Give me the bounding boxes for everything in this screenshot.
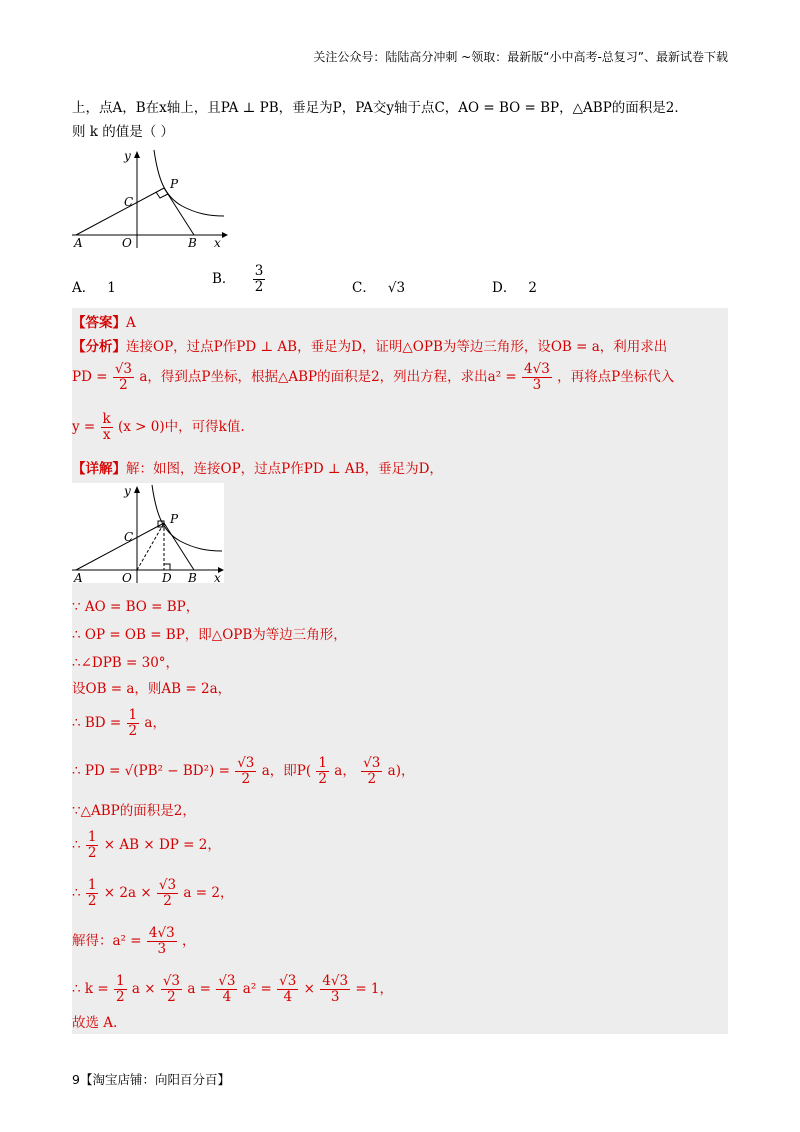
answer-line: 【答案】A (72, 315, 136, 331)
question-figure (72, 148, 230, 248)
option-d: D． 2 (492, 280, 537, 296)
svg-text:O: O (122, 571, 132, 583)
x-axis-arrow (222, 232, 228, 238)
label-O: O (122, 236, 132, 248)
label-C: C (124, 195, 134, 209)
question-line-1: 上，点A，B在x轴上，且PA ⊥ PB，垂足为P，PA交y轴于点C，AO = BO = BP，△ABP的面积是2． (72, 100, 688, 116)
detail-intro: 【详解】解：如图，连接OP，过点P作PD ⊥ AB，垂足为D， (72, 461, 443, 477)
option-a: A． 1 (72, 280, 116, 296)
svg-text:D: D (162, 571, 172, 583)
label-y: y (124, 149, 131, 163)
option-c: C． √3 (352, 280, 406, 296)
answer-options (72, 263, 732, 304)
detail-step-7: ∵△ABP的面积是2， (72, 803, 196, 819)
svg-text:P: P (170, 512, 179, 526)
y-axis-arrow (134, 151, 140, 158)
question-line-2: 则 k 的值是（ ） (72, 124, 175, 140)
svg-text:x: x (214, 571, 221, 583)
detail-step-1: ∵ AO = BO = BP， (72, 599, 200, 615)
label-A: A (74, 236, 83, 248)
detail-step-3: ∴∠DPB = 30°， (72, 655, 180, 671)
analysis-line-1: 【分析】连接OP，过点P作PD ⊥ AB，垂足为D，证明△OPB为等边三角形，设OB = a，利用求出 (72, 339, 668, 355)
svg-text:C: C (124, 530, 134, 544)
page-footer: 9【淘宝店铺：向阳百分百】 (72, 1072, 230, 1087)
detail-step-10: 解得：a² = $\frac{4√3}{3}$ ， (72, 925, 196, 957)
page-header: 关注公众号：陆陆高分冲刺 ~领取：最新版“小中高考-总复习”、最新试卷下载 (313, 50, 728, 64)
line-PB (164, 188, 194, 235)
detail-step-11: ∴ k = $\frac{1}{2}$ a × $\frac{√3}{2}$ a = $\frac{√3}{4}$ a² = $\frac{√3}{4}$ × $\frac{4√3}{3}$ = 1， (72, 973, 394, 1005)
label-B: B (188, 236, 197, 248)
hyperbola-curve (154, 150, 224, 216)
analysis-line-2: PD = $\frac{√3}{2}$ a，得到点P坐标，根据△ABP的面积是2，列出方程，求出a² = $\frac{4√3}{3}$ ，再将点P坐标代入 (72, 361, 675, 393)
question-text (72, 96, 732, 144)
detail-step-8: ∴ $\frac{1}{2}$ × AB × DP = 2， (72, 829, 221, 861)
solution-figure (72, 483, 224, 583)
detail-conclusion: 故选 A. (72, 1015, 118, 1031)
detail-step-9: ∴ $\frac{1}{2}$ × 2a × $\frac{√3}{2}$ a = 2， (72, 877, 234, 909)
svg-text:y: y (124, 484, 131, 498)
detail-step-6: ∴ PD = √(PB² − BD²) = $\frac{√3}{2}$ a，即P( $\frac{1}{2}$ a， $\frac{√3}{2}$ a)， (72, 755, 415, 787)
label-P: P (170, 177, 179, 191)
label-x: x (214, 236, 221, 248)
right-angle-mark (156, 192, 168, 198)
detail-step-2: ∴ OP = OB = BP，即△OPB为等边三角形， (72, 627, 347, 643)
line-PA (76, 188, 164, 235)
detail-step-5: ∴ BD = $\frac{1}{2}$ a， (72, 707, 166, 739)
svg-text:B: B (188, 571, 197, 583)
option-b: B． $\frac{3}{2}$ (212, 263, 264, 295)
detail-step-4: 设OB = a，则AB = 2a， (72, 681, 232, 697)
analysis-line-3: y = $\frac{k}{x}$ (x > 0)中，可得k值. (72, 411, 245, 443)
svg-text:A: A (74, 571, 83, 583)
